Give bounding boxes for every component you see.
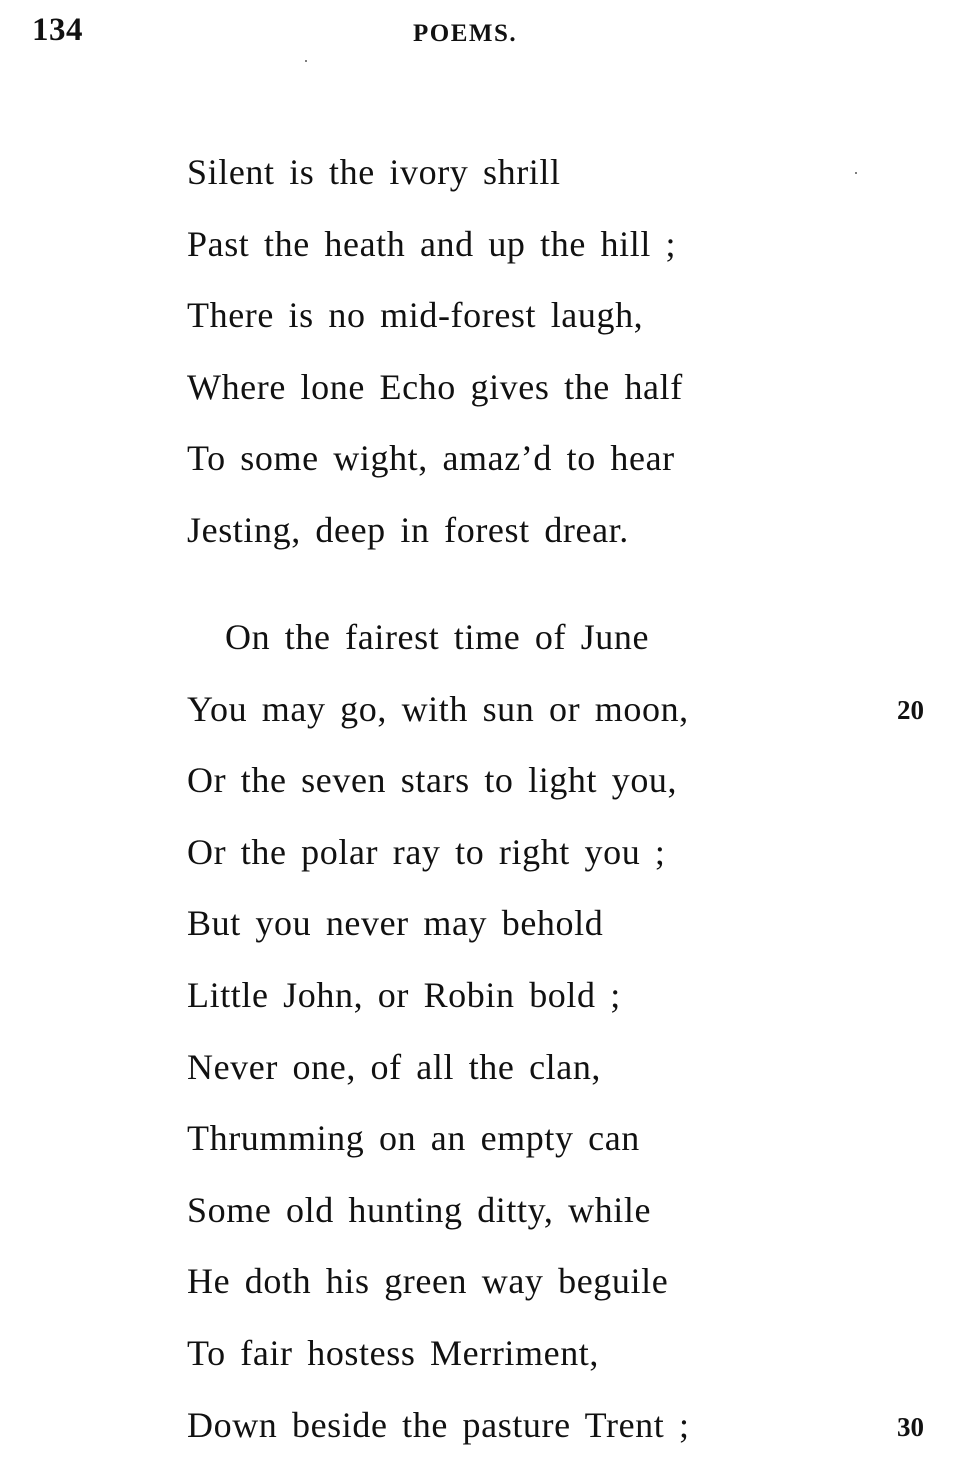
poem-line: Some old hunting ditty, while [187,1189,652,1230]
page-number: 134 [32,12,83,48]
line-number-20: 20 [897,695,924,725]
poem-line: Little John, or Robin bold ; [187,974,621,1015]
stanza-1 [187,150,683,580]
print-speck [855,172,857,174]
poem-line: Thrumming on an empty can [187,1118,640,1159]
poem-line: Or the polar ray to right you ; [187,831,666,872]
poem-line: But you never may behold [187,903,604,944]
poem-line: To some wight, amaz’d to hear [187,438,675,479]
poem-line: On the fairest time of June [225,617,650,657]
poem-line: He doth his green way beguile [187,1261,669,1302]
poem-line: Never one, of all the clan, [187,1046,602,1087]
poem-line: Silent is the ivory shrill [187,152,561,192]
running-title: POEMS. [413,20,518,47]
poem-line: There is no mid-forest laugh, [187,295,644,336]
print-speck [305,60,307,62]
poem-line: Where lone Echo gives the half [187,366,683,407]
poem-line: Past the heath and up the hill ; [187,223,677,264]
poem-line: Jesting, deep in forest drear. [187,509,629,550]
poem-line: Down beside the pasture Trent ; [187,1404,690,1445]
poem-line: To fair hostess Merriment, [187,1332,599,1373]
line-number-30: 30 [897,1412,924,1442]
stanza-2 [187,615,690,1474]
poem-line: Or the seven stars to light you, [187,760,678,801]
poem-line: You may go, with sun or moon, [187,688,689,729]
